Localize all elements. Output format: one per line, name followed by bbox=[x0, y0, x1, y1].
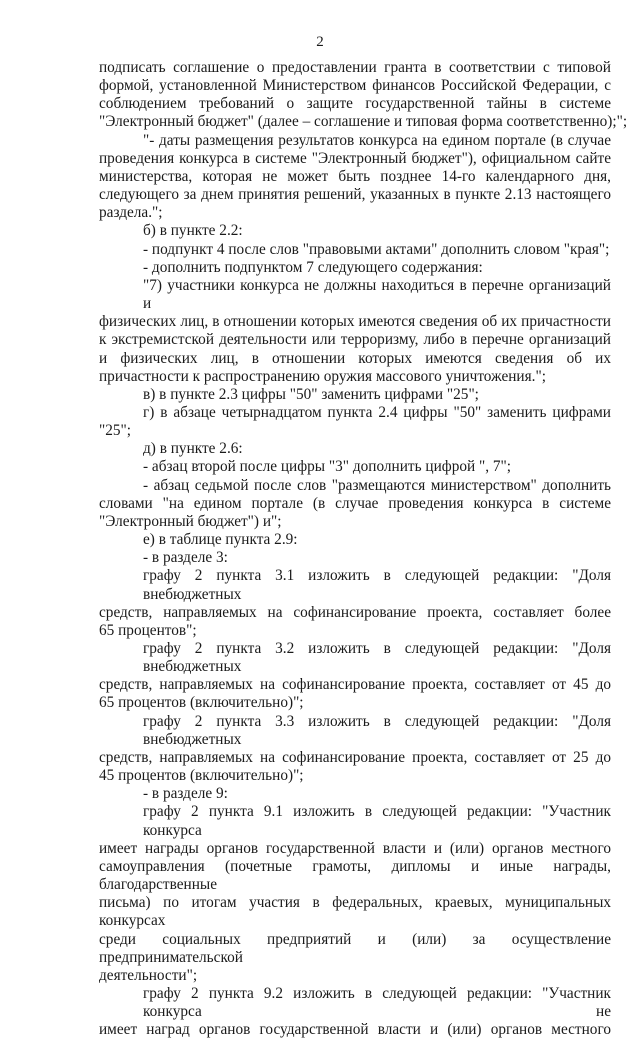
text-line: проведения конкурса в системе "Электронный бюджет"), официальном сайте bbox=[99, 149, 611, 167]
text-line: графу 2 пункта 9.2 изложить в следующей редакции: "Участник конкурса не bbox=[143, 984, 611, 1021]
text-line: словами "на едином портале (в случае проведения конкурса в системе bbox=[99, 494, 611, 512]
text-line: подписать соглашение о предоставлении гранта в соответствии с типовой bbox=[99, 59, 611, 76]
text-line: - дополнить подпунктом 7 следующего содержания: bbox=[143, 258, 483, 276]
text-line: средств, направляемых на софинансирование проекта, составляет от 45 до bbox=[99, 676, 611, 694]
page-number: 2 bbox=[316, 34, 324, 50]
text-line: графу 2 пункта 3.2 изложить в следующей редакции: "Доля внебюджетных bbox=[143, 640, 611, 676]
text-line: раздела."; bbox=[99, 204, 163, 222]
text-line: 65 процентов"; bbox=[99, 621, 197, 639]
text-line: и физических лиц, в отношении которых имеются сведения об их bbox=[99, 349, 611, 367]
text-line: средств, направляемых на софинансирование проекта, составляет более bbox=[99, 603, 611, 621]
text-line: графу 2 пункта 3.1 изложить в следующей редакции: "Доля внебюджетных bbox=[143, 567, 611, 603]
text-line: "Электронный бюджет") и"; bbox=[99, 512, 282, 530]
text-line: соблюдением требований о защите государственной тайны в системе bbox=[99, 95, 611, 113]
text-line: - абзац седьмой после слов "размещаются министерством" дополнить bbox=[143, 476, 611, 494]
text-line: 45 процентов (включительно)"; bbox=[99, 767, 304, 785]
text-line: письма) по итогам участия в федеральных, краевых, муниципальных конкурсах bbox=[99, 894, 611, 930]
text-line: имеет награды органов государственной власти и (или) органов местного bbox=[99, 839, 611, 857]
text-line: 65 процентов (включительно)"; bbox=[99, 694, 304, 712]
text-line: "25"; bbox=[99, 422, 132, 440]
text-line: следующего за днем принятия решений, указанных в пункте 2.13 настоящего bbox=[99, 186, 611, 204]
text-line: среди социальных предприятий и (или) за осуществление предпринимательской bbox=[99, 930, 611, 966]
text-line: г) в абзаце четырнадцатом пункта 2.4 цифры "50" заменить цифрами bbox=[143, 403, 611, 421]
text-line: министерства, которая не может быть позднее 14-го календарного дня, bbox=[99, 167, 611, 185]
text-line: - в разделе 3: bbox=[143, 549, 228, 567]
text-line: "Электронный бюджет" (далее – соглашение и типовая форма соответственно);"; bbox=[99, 113, 628, 131]
text-line: средств, направляемых на софинансирование проекта, составляет от 25 до bbox=[99, 748, 611, 766]
text-line: "7) участники конкурса не должны находиться в перечне организаций и bbox=[143, 276, 611, 313]
text-line: самоуправления (почетные грамоты, дипломы и иные награды, благодарственные bbox=[99, 857, 611, 894]
text-line: формой, установленной Министерством финансов Российской Федерации, с bbox=[99, 77, 611, 95]
text-line: е) в таблице пункта 2.9: bbox=[143, 531, 298, 549]
document-body bbox=[99, 59, 628, 1039]
text-line: причастности к распространению оружия массового уничтожения."; bbox=[99, 367, 546, 385]
text-line: - подпункт 4 после слов "правовыми актами" дополнить словом "края"; bbox=[143, 240, 610, 258]
text-line: графу 2 пункта 3.3 изложить в следующей редакции: "Доля внебюджетных bbox=[143, 712, 611, 748]
text-line: к экстремистской деятельности или терроризму, либо в перечне организаций bbox=[99, 331, 611, 349]
text-line: б) в пункте 2.2: bbox=[143, 222, 243, 240]
text-line: - абзац второй после цифры "3" дополнить цифрой ", 7"; bbox=[143, 458, 512, 476]
text-line: д) в пункте 2.6: bbox=[143, 440, 243, 458]
text-line: деятельности"; bbox=[99, 966, 198, 984]
text-line: графу 2 пункта 9.1 изложить в следующей редакции: "Участник конкурса bbox=[143, 803, 611, 839]
text-line: в) в пункте 2.3 цифры "50" заменить цифрами "25"; bbox=[143, 385, 479, 403]
text-line: физических лиц, в отношении которых имеются сведения об их причастности bbox=[99, 313, 611, 331]
text-line: "- даты размещения результатов конкурса на едином портале (в случае bbox=[143, 131, 611, 149]
text-line: имеет наград органов государственной власти и (или) органов местного bbox=[99, 1021, 611, 1039]
text-line: - в разделе 9: bbox=[143, 785, 228, 803]
